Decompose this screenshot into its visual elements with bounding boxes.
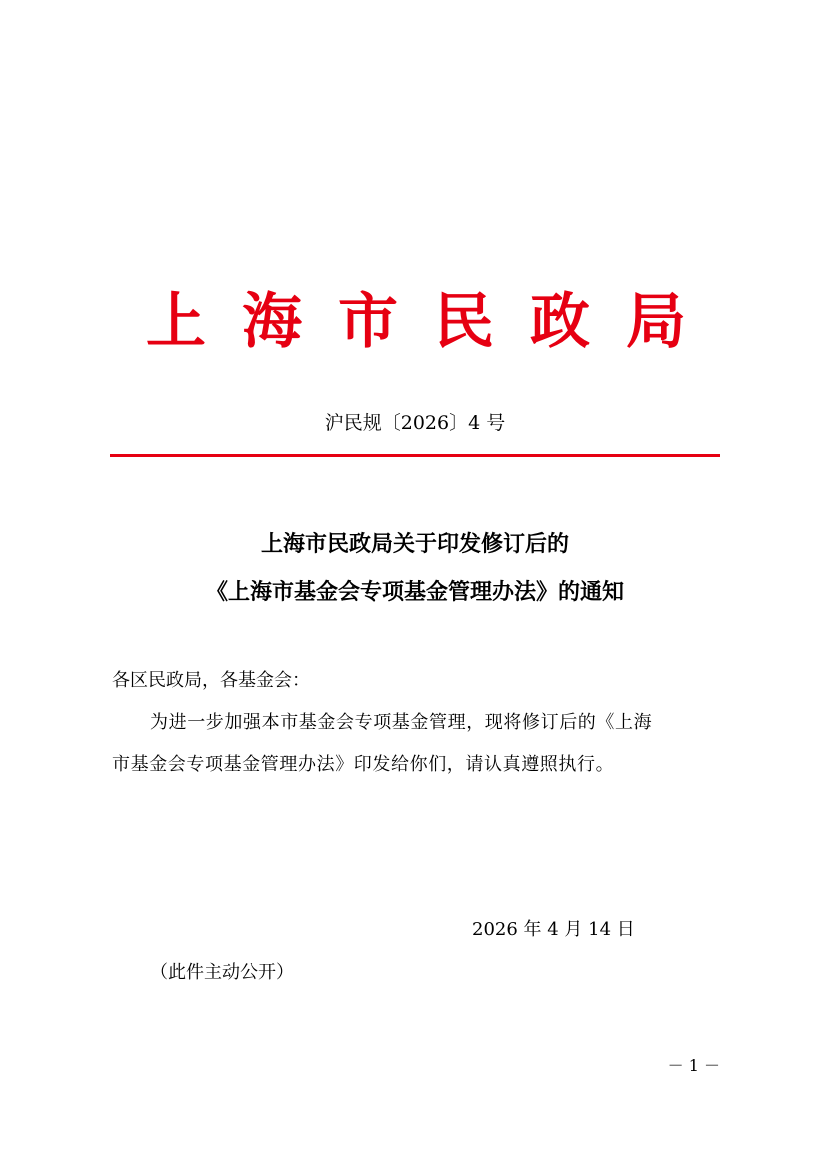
disclosure-note: （此件主动公开） bbox=[150, 962, 294, 983]
issuer-name: 上海市民政局 bbox=[146, 287, 722, 357]
document-title-line-2: 《上海市基金会专项基金管理办法》的通知 bbox=[205, 579, 624, 605]
page-number: － 1 － bbox=[667, 1056, 720, 1075]
body-paragraph-line-2: 市基金会专项基金管理办法》印发给你们，请认真遵照执行。 bbox=[112, 754, 615, 775]
issue-date: 2026 年 4 月 14 日 bbox=[472, 919, 635, 940]
document-number: 沪民规〔2026〕4 号 bbox=[324, 412, 506, 434]
red-divider-line bbox=[110, 454, 720, 457]
body-paragraph-line-1: 为进一步加强本市基金会专项基金管理，现将修订后的《上海 bbox=[150, 712, 653, 733]
document-title-line-1: 上海市民政局关于印发修订后的 bbox=[260, 531, 569, 557]
salutation: 各区民政局，各基金会： bbox=[112, 670, 310, 691]
